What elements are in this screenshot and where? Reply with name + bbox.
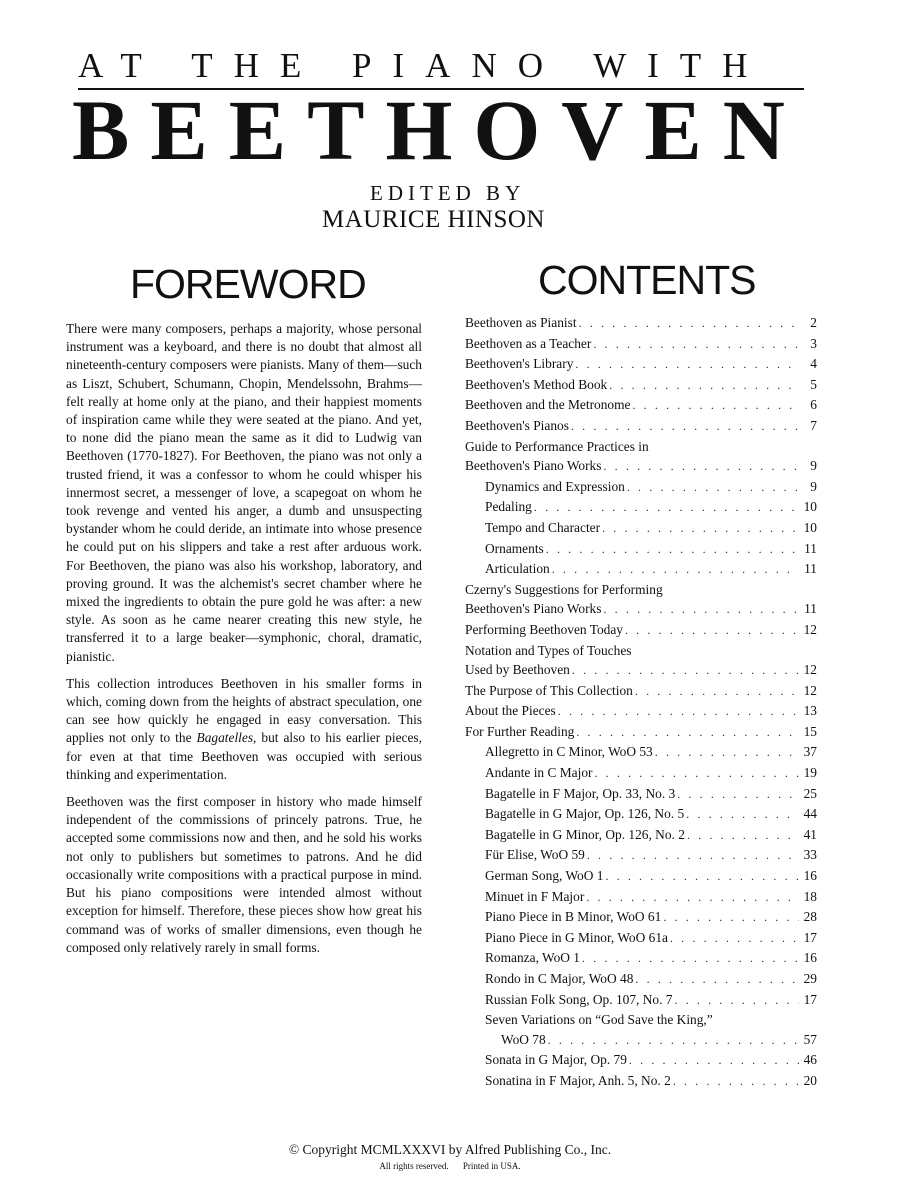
toc-leader <box>635 682 799 702</box>
toc-entry-label: Bagatelle in F Major, Op. 33, No. 3 <box>485 785 676 801</box>
toc-entry <box>465 437 817 457</box>
rights-reserved: All rights reserved. <box>379 1161 449 1171</box>
editor-name: MAURICE HINSON <box>322 206 545 233</box>
toc-entry <box>465 313 817 334</box>
toc-leader <box>603 457 799 477</box>
toc-entry-label: Piano Piece in G Minor, WoO 61a <box>485 929 668 945</box>
toc-leader <box>576 723 799 743</box>
toc-leader <box>593 335 799 355</box>
toc-entry-label: Ornaments <box>485 540 544 556</box>
toc-entry-page: 6 <box>810 397 817 413</box>
toc-leader <box>571 417 799 437</box>
toc-entry-page: 11 <box>804 601 817 617</box>
toc-entry-page: 9 <box>810 458 817 474</box>
toc-entry-page: 57 <box>803 1031 817 1047</box>
toc-leader <box>579 314 799 334</box>
toc-entry-page: 10 <box>803 499 817 515</box>
toc-entry <box>465 866 817 887</box>
toc-entry-page: 2 <box>810 315 817 330</box>
toc-entry <box>465 1050 817 1071</box>
toc-leader <box>673 1072 799 1092</box>
toc-entry <box>465 763 817 784</box>
toc-leader <box>609 376 799 396</box>
toc-leader <box>663 908 799 928</box>
toc-entry-page: 37 <box>803 744 817 760</box>
toc-leader <box>629 1051 799 1071</box>
toc-entry <box>465 742 817 763</box>
edited-by-label: EDITED BY <box>370 181 526 205</box>
toc-entry <box>465 395 817 416</box>
toc-entry <box>465 334 817 355</box>
toc-entry <box>465 559 817 580</box>
toc-entry-label: Piano Piece in B Minor, WoO 61 <box>485 909 662 925</box>
toc-entry-page: 18 <box>803 888 817 904</box>
toc-entry <box>465 599 817 620</box>
toc-entry <box>465 948 817 969</box>
toc-entry-page: 15 <box>803 723 817 739</box>
toc-entry-label: Beethoven's Pianos <box>465 417 569 433</box>
toc-leader <box>575 355 799 375</box>
toc-entry <box>465 1030 817 1051</box>
toc-entry-label: Pedaling <box>485 499 532 515</box>
toc-entry-page: 44 <box>803 806 817 822</box>
toc-entry <box>465 1010 817 1030</box>
foreword-paragraph: This collection introduces Beethoven in his smaller forms in which, coming down from the heights of abstract speculation, one can see how quickly he engaged in easy conversation. This applies not only to the Bagatelles, but also to his earlier pieces, for even at that time Beethoven was occupied with serious thinking and experimentation. <box>66 675 422 782</box>
table-of-contents <box>465 313 817 1092</box>
toc-entry-page: 16 <box>803 950 817 966</box>
toc-leader <box>546 540 799 560</box>
toc-entry-label: For Further Reading <box>465 723 575 739</box>
toc-entry <box>465 641 817 661</box>
toc-entry-label: Beethoven's Piano Works <box>465 458 602 474</box>
toc-entry-page: 17 <box>803 929 817 945</box>
toc-entry <box>465 580 817 600</box>
toc-entry-label: Beethoven as a Teacher <box>465 335 592 351</box>
toc-leader <box>686 805 799 825</box>
toc-entry-label: Seven Variations on “God Save the King,” <box>485 1012 713 1028</box>
toc-leader <box>677 785 799 805</box>
toc-entry-page: 20 <box>803 1072 817 1088</box>
toc-entry <box>465 1071 817 1092</box>
toc-entry-label: Dynamics and Expression <box>485 478 625 494</box>
toc-entry-page: 29 <box>803 971 817 986</box>
series-title: AT THE PIANO WITH <box>78 46 769 85</box>
toc-entry <box>465 354 817 375</box>
toc-entry <box>465 722 817 743</box>
toc-entry-label: Czerny's Suggestions for Performing <box>465 581 663 597</box>
toc-entry-page: 46 <box>803 1052 817 1068</box>
toc-entry-label: Bagatelle in G Major, Op. 126, No. 5 <box>485 806 685 822</box>
toc-entry-label: Beethoven's Piano Works <box>465 601 602 617</box>
toc-entry <box>465 990 817 1011</box>
toc-entry <box>465 620 817 641</box>
toc-leader <box>587 846 799 866</box>
foreword-heading: FOREWORD <box>130 261 366 307</box>
toc-entry-page: 13 <box>803 703 817 719</box>
italic-title: Bagatelles <box>196 730 254 746</box>
contents-heading: CONTENTS <box>538 257 756 303</box>
toc-entry-label: Tempo and Character <box>485 519 601 535</box>
toc-entry <box>465 456 817 477</box>
toc-entry <box>465 416 817 437</box>
toc-entry-page: 7 <box>810 417 817 433</box>
toc-entry <box>465 969 817 990</box>
toc-entry-label: Beethoven and the Metronome <box>465 397 631 413</box>
toc-leader <box>548 1031 799 1051</box>
toc-leader <box>586 888 799 908</box>
toc-leader <box>635 970 799 990</box>
toc-entry-label: The Purpose of This Collection <box>465 682 633 698</box>
toc-entry-page: 16 <box>803 868 817 884</box>
toc-leader <box>603 600 799 620</box>
toc-entry-label: Performing Beethoven Today <box>465 621 623 637</box>
toc-leader <box>687 826 799 846</box>
toc-entry-label: About the Pieces <box>465 703 556 719</box>
toc-leader <box>582 949 799 969</box>
toc-leader <box>655 743 799 763</box>
foreword-text <box>66 320 422 957</box>
toc-entry <box>465 701 817 722</box>
toc-leader <box>625 621 799 641</box>
toc-entry-label: Sonatina in F Major, Anh. 5, No. 2 <box>485 1072 671 1088</box>
toc-leader <box>627 478 799 498</box>
toc-entry-page: 25 <box>803 785 817 801</box>
toc-entry-label: Used by Beethoven <box>465 662 570 678</box>
toc-entry <box>465 907 817 928</box>
foreword-paragraph: There were many composers, perhaps a majority, whose personal instrument was a keyboard, and there is no doubt that almost all nineteenth-century composers were pianists. Many of them—such as Liszt, Schubert, Schumann, Chopin, Mendelssohn, Brahms—felt really at home only at the piano, and their happiest moments of inspiration came while they were seated at the piano. And yet, to none did the piano mean the same as it did to Ludwig van Beethoven (1770-1827). For Beethoven, the piano was not only a trusted friend, it was a confessor to whom he could whisper his innermost secret, a messenger of love, a scapegoat on whom he took revenge and vented his anger, a dumb and unsuspecting bystander whom he could deride, an intimate into whose presence he could put on his slippers and take a rest after arduous work. For Beethoven, the piano was also his workshop, laboratory, and proving ground. It was the alchemist's secret chamber where he mixed the ingredients to obtain the pure gold he was after: a new style. As soon as he came nearer creating this new style, he transferred it to a large beaker—symphonic, choral, dramatic, pianistic. <box>66 321 422 664</box>
toc-entry-page: 11 <box>804 540 817 556</box>
toc-entry <box>465 887 817 908</box>
fine-print <box>0 1160 900 1172</box>
toc-entry-page: 10 <box>803 519 817 535</box>
toc-leader <box>605 867 799 887</box>
toc-entry-label: Beethoven as Pianist <box>465 315 577 330</box>
toc-entry <box>465 518 817 539</box>
toc-entry <box>465 928 817 949</box>
toc-entry-label: Russian Folk Song, Op. 107, No. 7 <box>485 991 673 1007</box>
toc-entry-page: 4 <box>810 356 817 372</box>
toc-entry-page: 5 <box>810 376 817 392</box>
toc-entry-page: 9 <box>810 478 817 494</box>
toc-entry-label: Articulation <box>485 561 550 577</box>
toc-entry-label: Romanza, WoO 1 <box>485 950 580 966</box>
toc-entry-label: Notation and Types of Touches <box>465 642 632 658</box>
toc-entry-label: Minuet in F Major <box>485 888 585 904</box>
foreword-paragraph: Beethoven was the first composer in history who made himself independent of the commissions of princely patrons. True, he accepted some commissions now and then, and he sold his works not only to publishers but sometimes to patrons. And he did occasionally write compositions with a practical purpose in mind. But his piano compositions were intended almost without exception for himself. Therefore, these pieces show how great his command was of works of smaller dimensions, even though he composed only relatively rarely in small forms. <box>66 794 422 955</box>
toc-leader <box>670 929 799 949</box>
toc-entry <box>465 804 817 825</box>
toc-entry <box>465 477 817 498</box>
toc-entry-page: 12 <box>803 682 817 698</box>
toc-entry-label: Beethoven's Library <box>465 356 574 372</box>
toc-entry-page: 41 <box>803 826 817 842</box>
toc-entry-label: German Song, WoO 1 <box>485 868 604 884</box>
toc-entry-label: Für Elise, WoO 59 <box>485 847 585 863</box>
toc-leader <box>558 702 799 722</box>
toc-leader <box>552 560 799 580</box>
toc-leader <box>632 396 799 416</box>
toc-entry-label: Beethoven's Method Book <box>465 376 608 392</box>
toc-leader <box>675 991 800 1011</box>
book-title: BEETHOVEN <box>72 82 806 178</box>
toc-leader <box>572 661 799 681</box>
toc-leader <box>594 764 799 784</box>
toc-entry <box>465 539 817 560</box>
toc-leader <box>534 498 799 518</box>
toc-entry-label: Guide to Performance Practices in <box>465 438 649 454</box>
toc-entry-page: 33 <box>803 847 817 863</box>
toc-entry-page: 12 <box>803 662 817 678</box>
toc-entry-page: 17 <box>803 991 817 1007</box>
toc-entry-label: Sonata in G Major, Op. 79 <box>485 1052 627 1068</box>
toc-entry-label: Bagatelle in G Minor, Op. 126, No. 2 <box>485 826 685 842</box>
toc-entry-label: Andante in C Major <box>485 765 593 781</box>
toc-entry <box>465 845 817 866</box>
toc-entry <box>465 497 817 518</box>
toc-entry-page: 19 <box>803 765 817 781</box>
toc-entry <box>465 660 817 681</box>
printed-in: Printed in USA. <box>462 1161 521 1171</box>
toc-entry-page: 11 <box>804 561 817 577</box>
toc-entry-page: 3 <box>810 335 817 351</box>
toc-entry <box>465 825 817 846</box>
toc-entry-label: Rondo in C Major, WoO 48 <box>485 971 634 986</box>
toc-entry <box>465 784 817 805</box>
toc-leader <box>602 519 799 539</box>
toc-entry <box>465 375 817 396</box>
toc-entry <box>465 681 817 702</box>
toc-entry-label: WoO 78 <box>501 1031 546 1047</box>
toc-entry-page: 28 <box>803 909 817 925</box>
toc-entry-label: Allegretto in C Minor, WoO 53 <box>485 744 653 760</box>
copyright-notice: © Copyright MCMLXXXVI by Alfred Publishing Co., Inc. <box>288 1142 612 1157</box>
toc-entry-page: 12 <box>803 621 817 637</box>
